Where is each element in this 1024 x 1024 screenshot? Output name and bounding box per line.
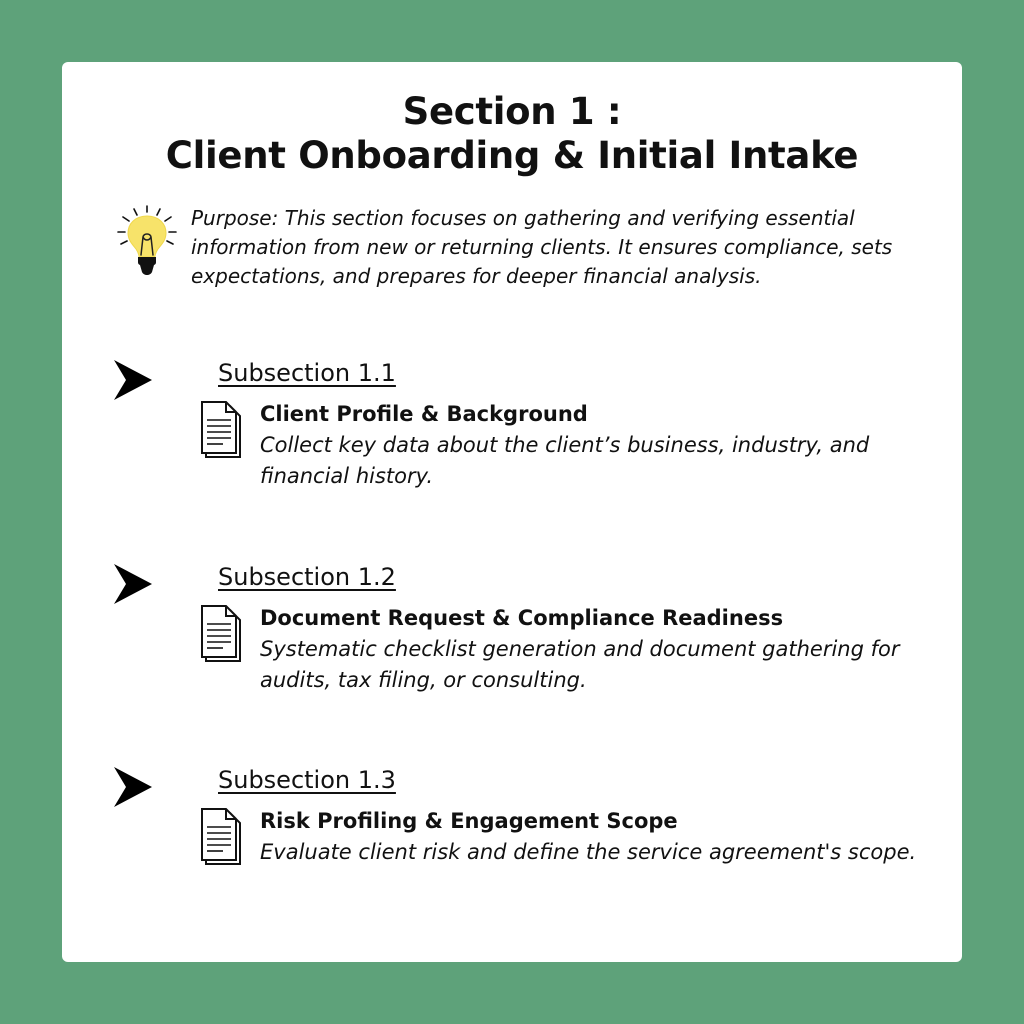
subsection-description: Evaluate client risk and define the service agreement's scope. [260,840,917,864]
subsection-title: Client Profile & Background [260,402,588,426]
section-number: Section 1 : [402,90,622,133]
document-icon [198,807,246,867]
subsection-label: Subsection 1.3 [218,766,396,794]
document-icon [198,400,246,460]
document-icon [198,604,246,664]
purpose-text: Purpose: This section focuses on gathering and verifying essential information from new or returning clients. It ensures compliance, sets expectations, and prepares for deeper financial analysis. [191,206,893,288]
content-card [62,62,962,962]
subsection-description: Systematic checklist generation and document gathering for audits, tax filing, or consulting. [260,637,900,692]
page-title [62,90,962,178]
arrow-right-icon [112,765,154,809]
arrow-right-icon [112,358,154,402]
subsection-description: Collect key data about the client’s business, industry, and financial history. [260,433,870,488]
subsection-title: Document Request & Compliance Readiness [260,606,784,630]
subsection-label: Subsection 1.2 [218,563,396,591]
lightbulb-icon [112,202,182,282]
subsection-label: Subsection 1.1 [218,359,396,387]
subsection-title: Risk Profiling & Engagement Scope [260,809,678,833]
arrow-right-icon [112,562,154,606]
section-name: Client Onboarding & Initial Intake [165,134,859,177]
